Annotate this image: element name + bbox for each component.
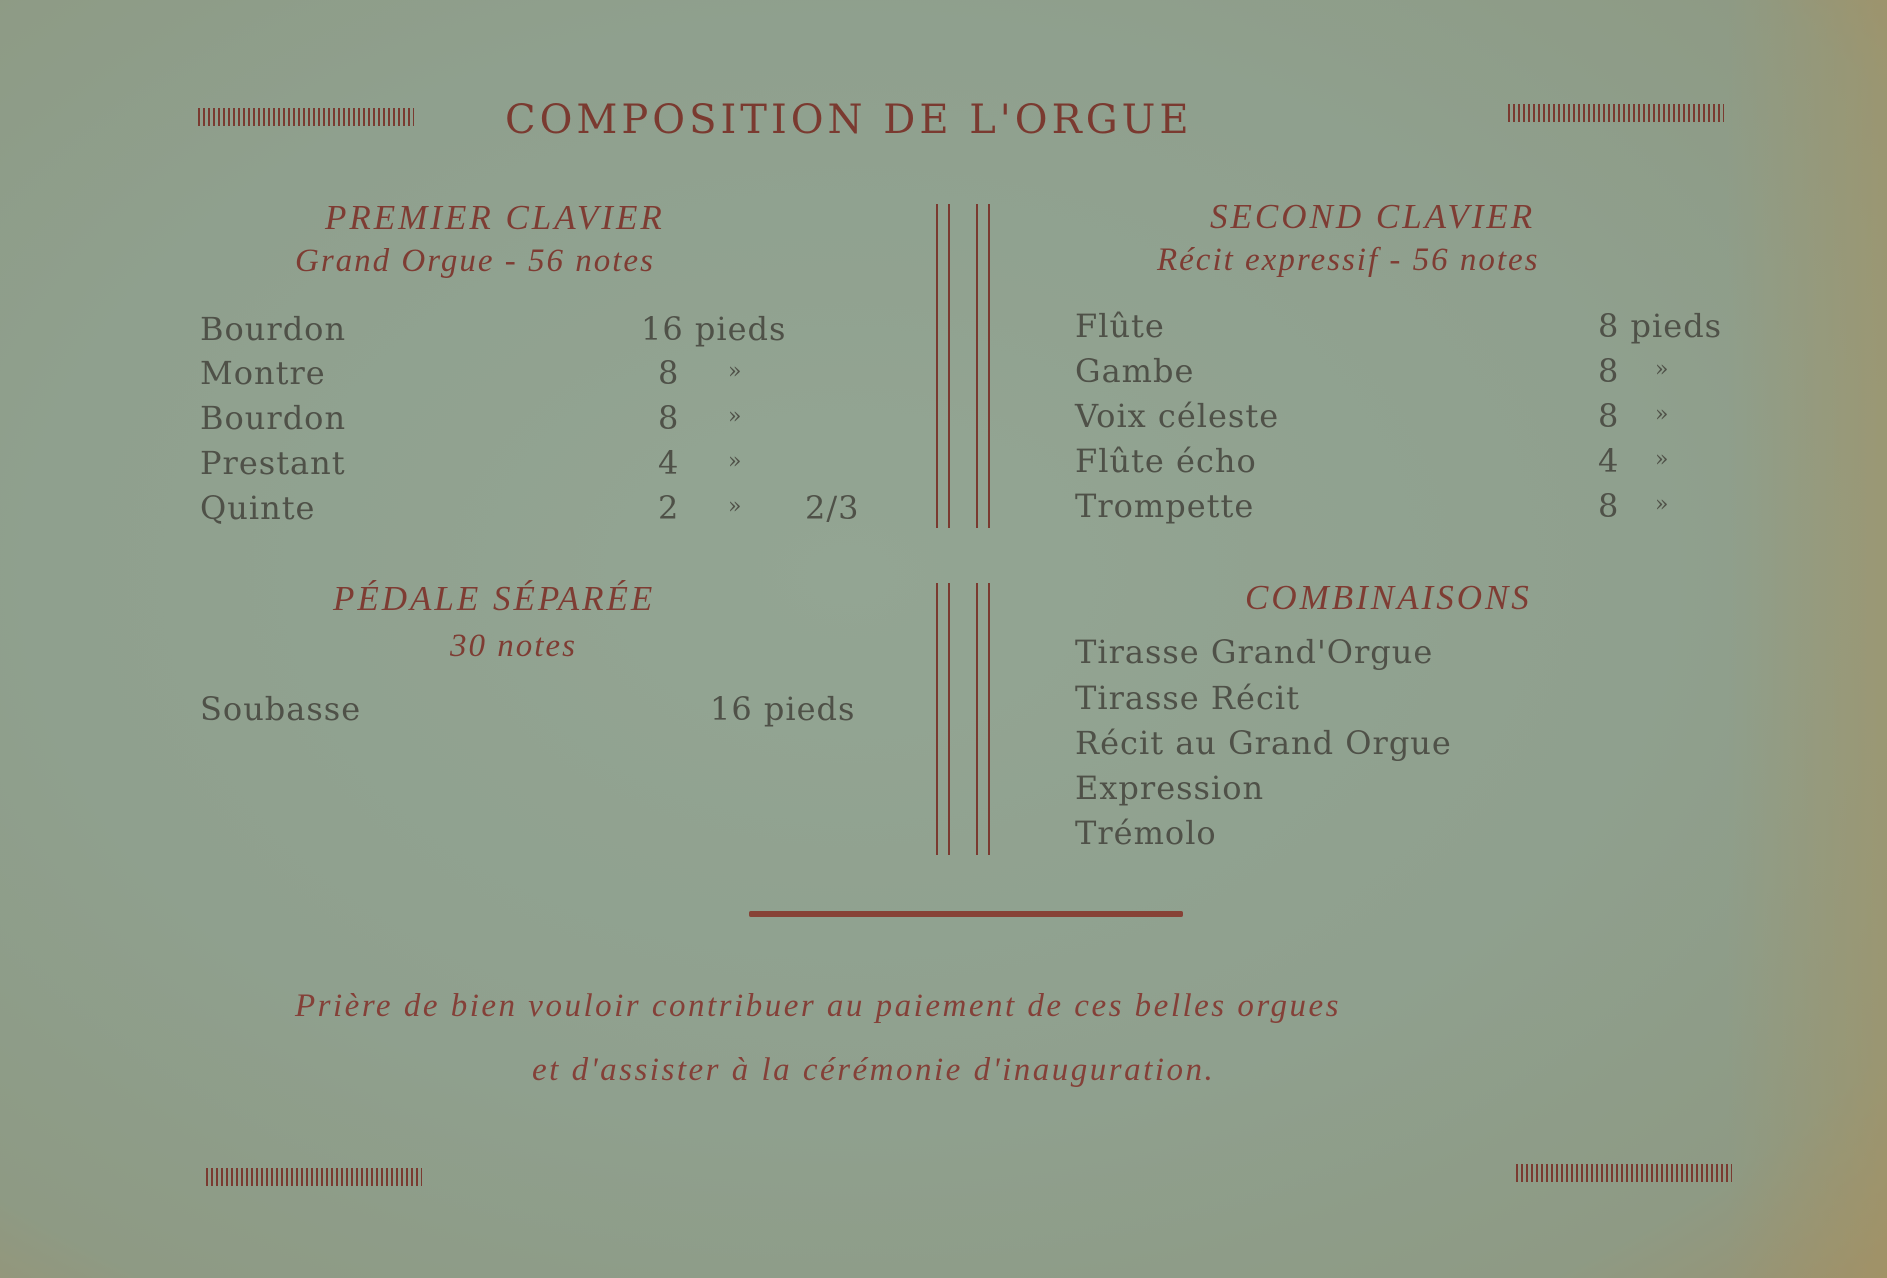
top-left-ornament [198, 108, 414, 126]
ditto-mark: » [1655, 402, 1670, 427]
pedale-subheading: 30 notes [450, 628, 577, 664]
combinaisons-heading: COMBINAISONS [1245, 578, 1532, 617]
stop-name: Flûte [1075, 307, 1165, 345]
page-title: COMPOSITION DE L'ORGUE [505, 97, 1193, 143]
column-divider [936, 204, 938, 528]
paper-edge-tint [1727, 0, 1887, 1278]
combinaison-item: Trémolo [1075, 814, 1217, 852]
ditto-mark: » [728, 404, 743, 429]
combinaison-item: Récit au Grand Orgue [1075, 724, 1452, 762]
combinaison-item: Tirasse Récit [1075, 679, 1300, 717]
appeal-line-1: Prière de bien vouloir contribuer au paiement de ces belles orgues [295, 988, 1342, 1024]
ditto-mark: » [728, 359, 743, 384]
stop-name: Bourdon [200, 310, 347, 348]
stop-size: 8 [658, 399, 680, 437]
second-clavier-subheading: Récit expressif - 56 notes [1157, 242, 1540, 278]
stop-name: Trompette [1075, 487, 1255, 525]
column-divider [988, 583, 990, 855]
combinaison-item: Expression [1075, 769, 1265, 807]
ditto-mark: » [1655, 492, 1670, 517]
column-divider [936, 583, 938, 855]
stop-name: Prestant [200, 444, 346, 482]
column-divider [948, 583, 950, 855]
bottom-left-ornament [206, 1168, 422, 1186]
stop-size: 8 [1598, 352, 1620, 390]
top-right-ornament [1508, 104, 1724, 122]
bottom-right-ornament [1516, 1164, 1732, 1182]
pedale-heading: PÉDALE SÉPARÉE [333, 579, 656, 618]
premier-clavier-heading: PREMIER CLAVIER [325, 198, 665, 237]
stop-size: 2 [658, 489, 680, 527]
premier-clavier-subheading: Grand Orgue - 56 notes [295, 243, 655, 279]
column-divider [948, 204, 950, 528]
column-divider [976, 204, 978, 528]
stop-name: Soubasse [200, 690, 362, 728]
stop-size: 4 [658, 444, 680, 482]
second-clavier-heading: SECOND CLAVIER [1210, 197, 1536, 236]
combinaison-item: Tirasse Grand'Orgue [1075, 633, 1434, 671]
column-divider [988, 204, 990, 528]
stop-size: 16 pieds [710, 690, 856, 728]
stop-size: 8 [1598, 397, 1620, 435]
stop-name: Flûte écho [1075, 442, 1257, 480]
section-rule [749, 911, 1183, 917]
stop-size: 4 [1598, 442, 1620, 480]
ditto-mark: » [728, 494, 743, 519]
column-divider [976, 583, 978, 855]
ditto-mark: » [1655, 447, 1670, 472]
stop-name: Voix céleste [1075, 397, 1280, 435]
appeal-line-2: et d'assister à la cérémonie d'inauguration. [532, 1052, 1216, 1088]
stop-size: 8 pieds [1598, 307, 1723, 345]
stop-size: 8 [658, 354, 680, 392]
stop-size: 16 pieds [641, 310, 787, 348]
stop-name: Bourdon [200, 399, 347, 437]
stop-name: Gambe [1075, 352, 1195, 390]
stop-name: Quinte [200, 489, 316, 527]
stop-size: 8 [1598, 487, 1620, 525]
stop-fraction: 2/3 [805, 489, 860, 527]
ditto-mark: » [728, 449, 743, 474]
ditto-mark: » [1655, 357, 1670, 382]
stop-name: Montre [200, 354, 326, 392]
